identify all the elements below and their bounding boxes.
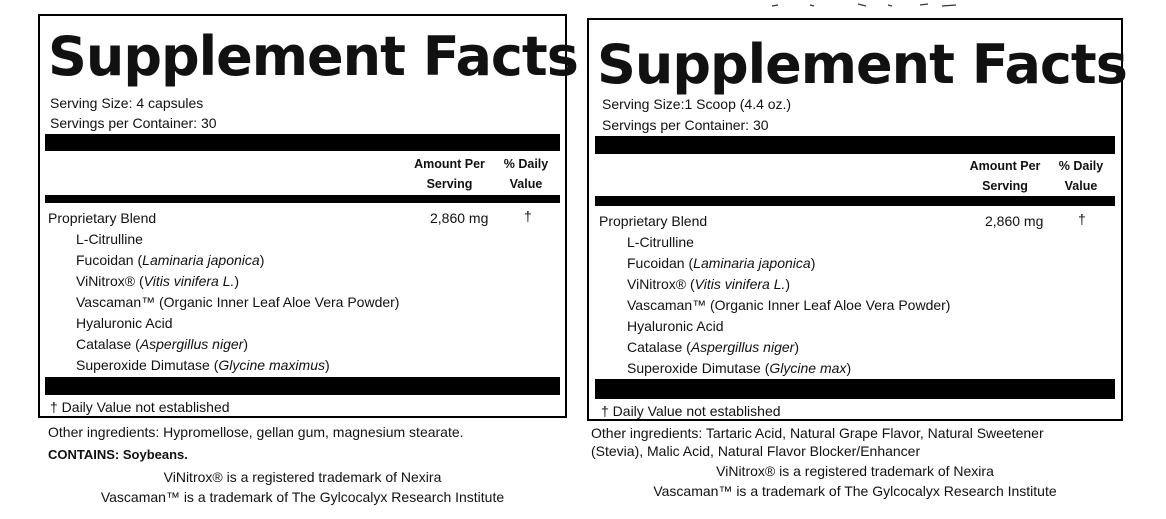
right-servings-per-container: Servings per Container: 30 bbox=[602, 117, 769, 133]
list-item bbox=[627, 295, 950, 316]
left-col-amount-line2: Serving bbox=[426, 177, 473, 191]
left-thick-divider-bottom bbox=[45, 377, 560, 395]
ingredient-name: Fucoidan ( bbox=[627, 255, 694, 271]
right-col-amount-line2: Serving bbox=[982, 179, 1028, 193]
right-trademark-vinitrox: ViNitrox® is a registered trademark of Nexira bbox=[716, 463, 994, 479]
list-item bbox=[76, 271, 399, 292]
right-other-ingredients-line2: (Stevia), Malic Acid, Natural Flavor Blocker/Enhancer bbox=[591, 443, 921, 459]
right-col-dv-line2: Value bbox=[1064, 179, 1098, 193]
ingredient-latin: Aspergillus niger bbox=[139, 336, 244, 352]
ingredient-name: ViNitrox® ( bbox=[627, 276, 695, 292]
left-blend-amount: 2,860 mg bbox=[430, 210, 489, 226]
list-item bbox=[76, 229, 399, 250]
ingredient-close: ) bbox=[325, 357, 330, 373]
ingredient-latin: Glycine maximus bbox=[218, 357, 325, 373]
list-item bbox=[76, 334, 399, 355]
right-divider-mid bbox=[595, 196, 1115, 206]
ingredient-latin: Laminaria japonica bbox=[142, 252, 260, 268]
right-col-amount-line1: Amount Per bbox=[969, 159, 1041, 173]
ingredient-name: L-Citrulline bbox=[627, 234, 694, 250]
ingredient-name: Superoxide Dimutase ( bbox=[76, 357, 219, 373]
ingredient-close: ) bbox=[234, 273, 240, 289]
list-item bbox=[627, 274, 950, 295]
ingredient-latin: Vitis vinifera L. bbox=[143, 273, 235, 289]
right-ingredient-list bbox=[627, 232, 950, 379]
left-blend-name: Proprietary Blend bbox=[48, 210, 157, 226]
left-footnote: † Daily Value not established bbox=[50, 399, 230, 415]
ingredient-close: ) bbox=[846, 360, 852, 376]
top-edge-marks bbox=[770, 2, 960, 8]
right-thick-divider-bottom bbox=[595, 379, 1115, 399]
right-trademark-vascaman: Vascaman™ is a trademark of The Gylcocalyx Research Institute bbox=[653, 483, 1057, 499]
ingredient-name: Superoxide Dimutase ( bbox=[627, 360, 770, 376]
left-thick-divider-top bbox=[45, 134, 560, 151]
left-col-amount-header bbox=[402, 154, 497, 194]
right-other-ingredients-line1: Other ingredients: Tartaric Acid, Natural Grape Flavor, Natural Sweetener bbox=[591, 425, 1044, 441]
left-col-amount-line1: Amount Per bbox=[414, 157, 485, 171]
ingredient-name: Hyaluronic Acid bbox=[76, 315, 173, 331]
list-item bbox=[627, 316, 950, 337]
ingredient-latin: Laminaria japonica bbox=[693, 255, 811, 271]
list-item bbox=[76, 292, 399, 313]
list-item bbox=[627, 253, 950, 274]
list-item bbox=[76, 313, 399, 334]
ingredient-close: ) bbox=[259, 252, 265, 268]
ingredient-close: ) bbox=[794, 339, 799, 355]
ingredient-name: Fucoidan ( bbox=[76, 252, 143, 268]
left-contains: CONTAINS: Soybeans. bbox=[48, 447, 188, 462]
ingredient-close: ) bbox=[810, 255, 816, 271]
left-title: Supplement Facts bbox=[48, 25, 578, 88]
ingredient-name: Catalase ( bbox=[627, 339, 691, 355]
left-trademark-vascaman: Vascaman™ is a trademark of The Gylcocalyx Research Institute bbox=[100, 489, 505, 505]
ingredient-latin: Aspergillus niger bbox=[690, 339, 795, 355]
left-servings-per-container: Servings per Container: 30 bbox=[50, 115, 217, 131]
left-col-dv-line2: Value bbox=[509, 177, 543, 191]
list-item bbox=[627, 232, 950, 253]
list-item bbox=[627, 337, 950, 358]
right-col-dv-header bbox=[1051, 156, 1111, 196]
list-item bbox=[76, 250, 399, 271]
right-supplement-facts-panel bbox=[587, 18, 1127, 421]
ingredient-close: ) bbox=[243, 336, 248, 352]
list-item bbox=[627, 358, 950, 379]
left-supplement-facts-panel bbox=[38, 14, 578, 418]
left-col-dv-header bbox=[496, 154, 556, 194]
ingredient-latin: Vitis vinifera L. bbox=[694, 276, 786, 292]
right-col-amount-header bbox=[957, 156, 1053, 196]
ingredient-close: ) bbox=[785, 276, 791, 292]
right-col-dv-line1: % Daily bbox=[1058, 159, 1104, 173]
right-thick-divider-top bbox=[595, 136, 1115, 154]
left-divider-mid bbox=[45, 195, 560, 203]
ingredient-name: Vascaman™ (Organic Inner Leaf Aloe Vera Powder) bbox=[627, 297, 951, 313]
left-other-ingredients: Other ingredients: Hypromellose, gellan gum, magnesium stearate. bbox=[48, 424, 464, 440]
ingredient-name: Vascaman™ (Organic Inner Leaf Aloe Vera Powder) bbox=[76, 294, 400, 310]
right-blend-amount: 2,860 mg bbox=[985, 213, 1044, 229]
right-footnote: † Daily Value not established bbox=[601, 403, 781, 419]
left-ingredient-list bbox=[76, 229, 399, 376]
ingredient-name: Hyaluronic Acid bbox=[627, 318, 724, 334]
list-item bbox=[76, 355, 399, 376]
right-title: Supplement Facts bbox=[597, 33, 1127, 96]
right-blend-dv: † bbox=[1078, 211, 1086, 227]
ingredient-name: ViNitrox® ( bbox=[76, 273, 144, 289]
left-trademark-vinitrox: ViNitrox® is a registered trademark of Nexira bbox=[163, 469, 442, 485]
right-blend-name: Proprietary Blend bbox=[599, 213, 708, 229]
ingredient-name: L-Citrulline bbox=[76, 231, 143, 247]
left-col-dv-line1: % Daily bbox=[503, 157, 549, 171]
right-serving-size: Serving Size:1 Scoop (4.4 oz.) bbox=[602, 96, 792, 112]
left-serving-size: Serving Size: 4 capsules bbox=[50, 95, 204, 111]
left-blend-dv: † bbox=[524, 208, 532, 224]
ingredient-name: Catalase ( bbox=[76, 336, 140, 352]
ingredient-latin: Glycine max bbox=[769, 360, 847, 376]
